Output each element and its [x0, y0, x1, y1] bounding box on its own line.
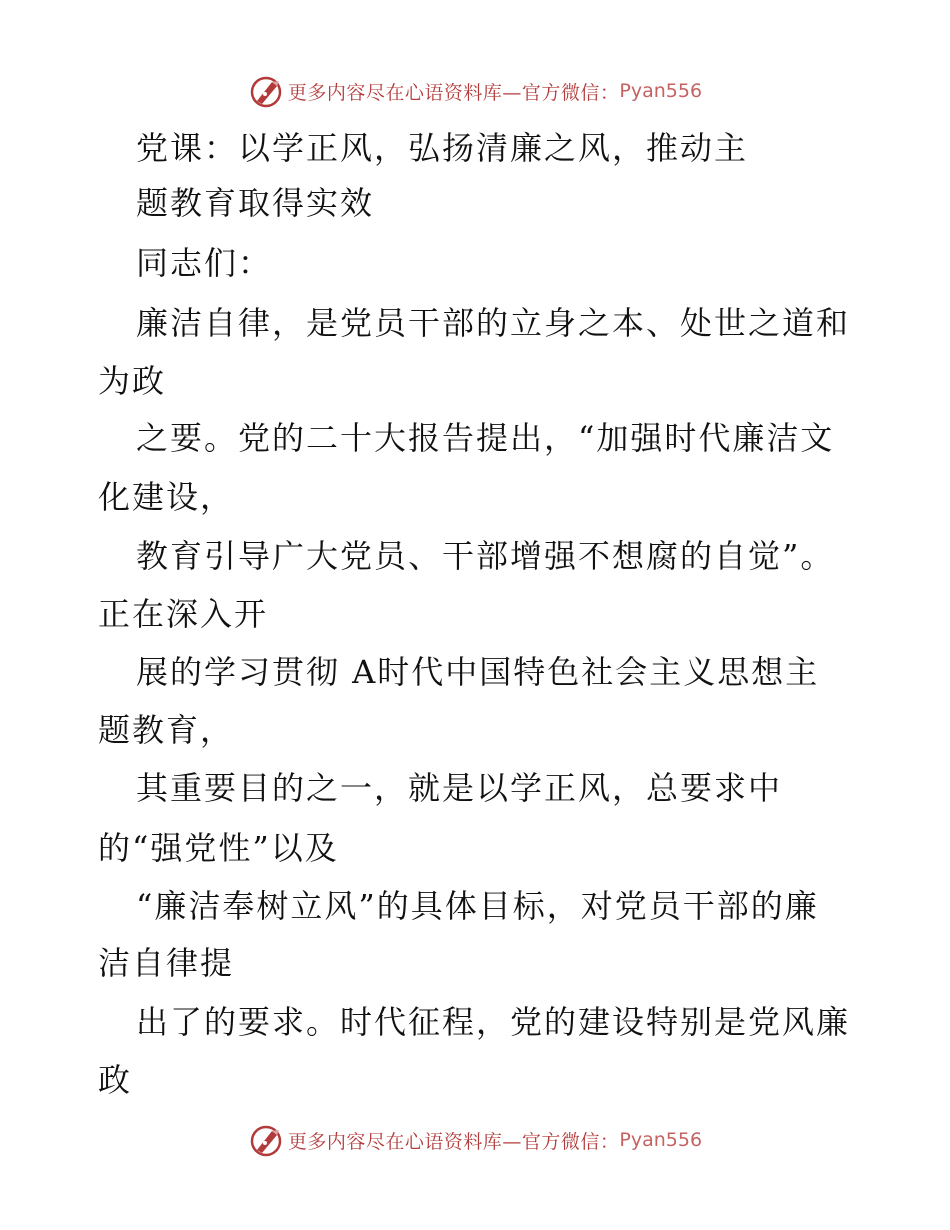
salutation: 同志们：	[136, 244, 273, 282]
title-line-2: 题教育取得实效	[136, 184, 375, 222]
text-line: 廉洁自律，是党员干部的立身之本、处世之道和	[136, 304, 851, 342]
text-line: 政	[98, 1061, 133, 1099]
text-line: 出了的要求。时代征程，党的建设特别是党风廉	[136, 1003, 851, 1041]
text-line: 洁自律提	[98, 944, 235, 982]
footer-banner	[0, 1118, 950, 1162]
text-line: 之要。党的二十大报告提出，“加强时代廉洁文	[136, 419, 835, 457]
text-line: 展的学习贯彻 A时代中国特色社会主义思想主	[136, 653, 820, 691]
title-line-1: 党课：以学正风，弘扬清廉之风，推动主	[136, 129, 749, 167]
text-line: 题教育，	[98, 711, 235, 749]
text-line: 正在深入开	[98, 595, 269, 633]
text-line: 为政	[98, 362, 167, 400]
text-line: 其重要目的之一，就是以学正风，总要求中	[136, 769, 783, 807]
banner-text: 更多内容尽在心语资料库—官方微信：	[287, 81, 620, 104]
text-line: 化建设，	[98, 478, 235, 516]
text-line: 教育引导广大党员、干部增强不想腐的自觉”。	[136, 537, 835, 575]
text-line: 的“强党性”以及	[98, 829, 339, 867]
header-banner	[0, 69, 950, 113]
pen-logo-icon	[248, 73, 284, 109]
banner-text: 更多内容尽在心语资料库—官方微信：	[287, 1130, 620, 1153]
banner-wechat-id: Pyan556	[619, 80, 703, 102]
banner-wechat-id: Pyan556	[619, 1129, 703, 1151]
text-line: “廉洁奉树立风”的具体目标，对党员干部的廉	[136, 887, 819, 925]
pen-logo-icon	[248, 1122, 284, 1158]
